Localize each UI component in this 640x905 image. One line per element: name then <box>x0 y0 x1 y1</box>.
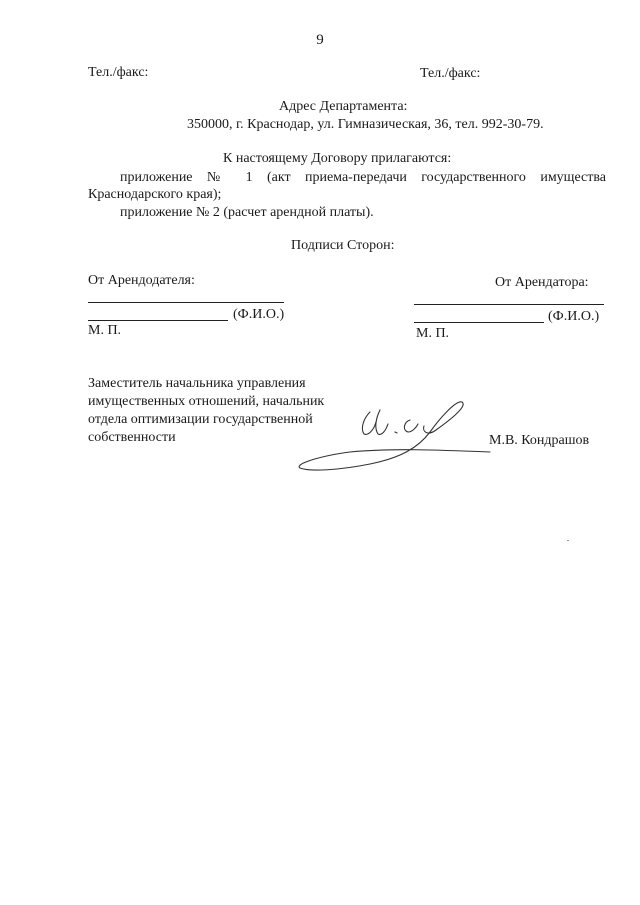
attachment-item-2: приложение № 2 (расчет арендной платы). <box>120 205 374 220</box>
tenant-name-line <box>414 322 544 323</box>
landlord-name-line <box>88 320 228 321</box>
department-address: 350000, г. Краснодар, ул. Гимназическая, 36, тел. 992-30-79. <box>187 117 544 132</box>
landlord-label: От Арендодателя: <box>88 273 195 288</box>
approver-title-line-4: собственности <box>88 430 176 445</box>
attachments-intro: К настоящему Договору прилагаются: <box>223 151 452 166</box>
approver-title-line-3: отдела оптимизации государственной <box>88 412 313 427</box>
tenant-fio-label: (Ф.И.О.) <box>548 309 600 324</box>
landlord-seal-label: М. П. <box>88 323 122 338</box>
landlord-fio-label: (Ф.И.О.) <box>233 307 285 322</box>
tenant-tel-label: Тел./факс: <box>420 66 481 81</box>
attachment-item-1-line-1: приложение № 1 (акт приема-передачи государственного имущества <box>120 170 606 185</box>
tenant-seal-label: М. П. <box>416 326 450 341</box>
landlord-signature-line <box>88 302 284 303</box>
approver-title-line-2: имущественных отношений, начальник <box>88 394 325 409</box>
handwritten-signature <box>290 398 500 478</box>
tenant-label: От Арендатора: <box>495 275 589 290</box>
page-number: 9 <box>316 32 324 48</box>
approver-title-line-1: Заместитель начальника управления <box>88 376 306 391</box>
landlord-tel-label: Тел./факс: <box>88 65 149 80</box>
attachment-item-1-line-2: Краснодарского края); <box>88 187 222 202</box>
scan-speck <box>567 540 569 541</box>
signatures-heading: Подписи Сторон: <box>291 238 395 253</box>
tenant-signature-line <box>414 304 604 305</box>
department-heading: Адрес Департамента: <box>279 99 408 114</box>
approver-name: М.В. Кондрашов <box>489 433 590 448</box>
